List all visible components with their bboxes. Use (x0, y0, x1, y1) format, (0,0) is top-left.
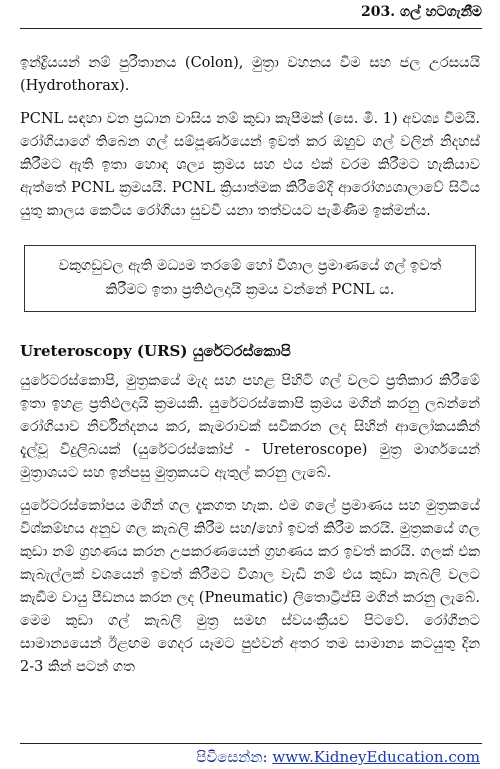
callout-box: වකුගඩුවල ඇති මධ්‍යම තරමේ හෝ විශාල ප්‍රමාණයේ ගල් ඉවත් කිරීමට ඉතා ප්‍රතිඵලදායි ක්‍රමය වන්නේ PCNL ය. (24, 245, 476, 312)
page-body (20, 52, 480, 689)
paragraph-pcnl-advantages: PCNL සඳහා වන ප්‍රධාන වාසිය නම් කුඩා කැපීමක් (සෙ. මී. 1) අවශ්‍ය වීමයි. රෝගියාගේ තිබෙන ගල් සම්පූර්ණයෙන් ඉවත් කර ඔහුව ගල් වලින් නිදහස් කිරීමට ඇති ඉතා හොඳ ශල්‍ය ක්‍රමය සහ එය එක් වරම කිරීමට හැකියාව ඇත්තේ PCNL ක්‍රමයයි. PCNL ක්‍රියාත්මක කිරීමේදී ආරෝග්‍යශාලාවේ සිටිය යුතු කාලය කෙටිය රෝගියා සුවවී යනා තත්වයට පැමිණීම ඉක්මන්ය. (20, 111, 480, 219)
page-number: 203. (361, 4, 396, 20)
footer-label: පිවිසෙන්න: (196, 748, 268, 766)
page-header (361, 4, 482, 20)
section-heading-ureteroscopy: Ureteroscopy (URS) යුරේටරස්කොපි (20, 342, 291, 360)
footer-rule (20, 743, 482, 744)
header-rule (20, 28, 482, 29)
paragraph-urs-procedure: යුරේටරස්කෝපය මගින් ගල දැකගත හැක. එම ගලේ ප්‍රමාණය සහ මුත්‍රකයේ විශ්කම්භය අනුව ගල කැබලි කිරීම සහ/හෝ ඉවත් කිරීම කරයි. මුත්‍රකයේ ගල කුඩා නම් ග්‍රහණය කරන උපකරණයෙන් ග්‍රහණය කර ඉවත් කරයි. ගලක් එක කැබැල්ලක් වශයෙන් ඉවත් කිරීමට විශාල වැඩි නම් එය කුඩා කැබලි වලට කැඞීම වායු පීඩනය කරන ලද (Pneumatic) ලිතොට්‍රිප්සි මගින් කරනු ලැබේ. මෙම කුඩා ගල් කැබලි මුත්‍ර සමඟ ස්වයංක්‍රීයව පිටවේ. රෝගීනට සාමාන්‍යයෙන් ඊළඟම ගෙදර යෑමට පුළුවන් අතර තම සාමාන්‍ය කටයුතු දින 2-3 කින් පටන් ගත (20, 498, 480, 675)
chapter-title: ගල් හටගැනීම (400, 4, 482, 20)
paragraph-urs-description: යුරේටරස්කොපි, මුත්‍රකයේ මැද සහ පහළ පිහිටි ගල් වලට ප්‍රතිකාර කිරීමේ ඉතා ඉහළ ප්‍රතිඵලදායි ක්‍රමයකි. යුරේටරස්කොපි ක්‍රමය මගින් කරනු ලබන්නේ රෝගියාව නිර්වින්දනය කර, කැමරාවක් සවිකරන ලද සිහින් ආලෝකයකින් දැල්වූ විදුලිබයක් (යුරේටරස්කෝප් - Ureteroscope) මුත්‍ර මාර්ගයෙන් මුත්‍රාශයට සහ ඉන්පසු මුත්‍රකයට ඇතුල් කරනු ලැබේ. (20, 373, 480, 481)
website-link[interactable]: www.KidneyEducation.com (272, 748, 480, 766)
paragraph-intro: ඉන්ද්‍රියයන් නම් පුරීතානය (Colon), මුත්‍රා වහනය වීම සහ ජල උරසයයි (Hydrothorax). (20, 55, 480, 94)
footer (196, 748, 480, 766)
